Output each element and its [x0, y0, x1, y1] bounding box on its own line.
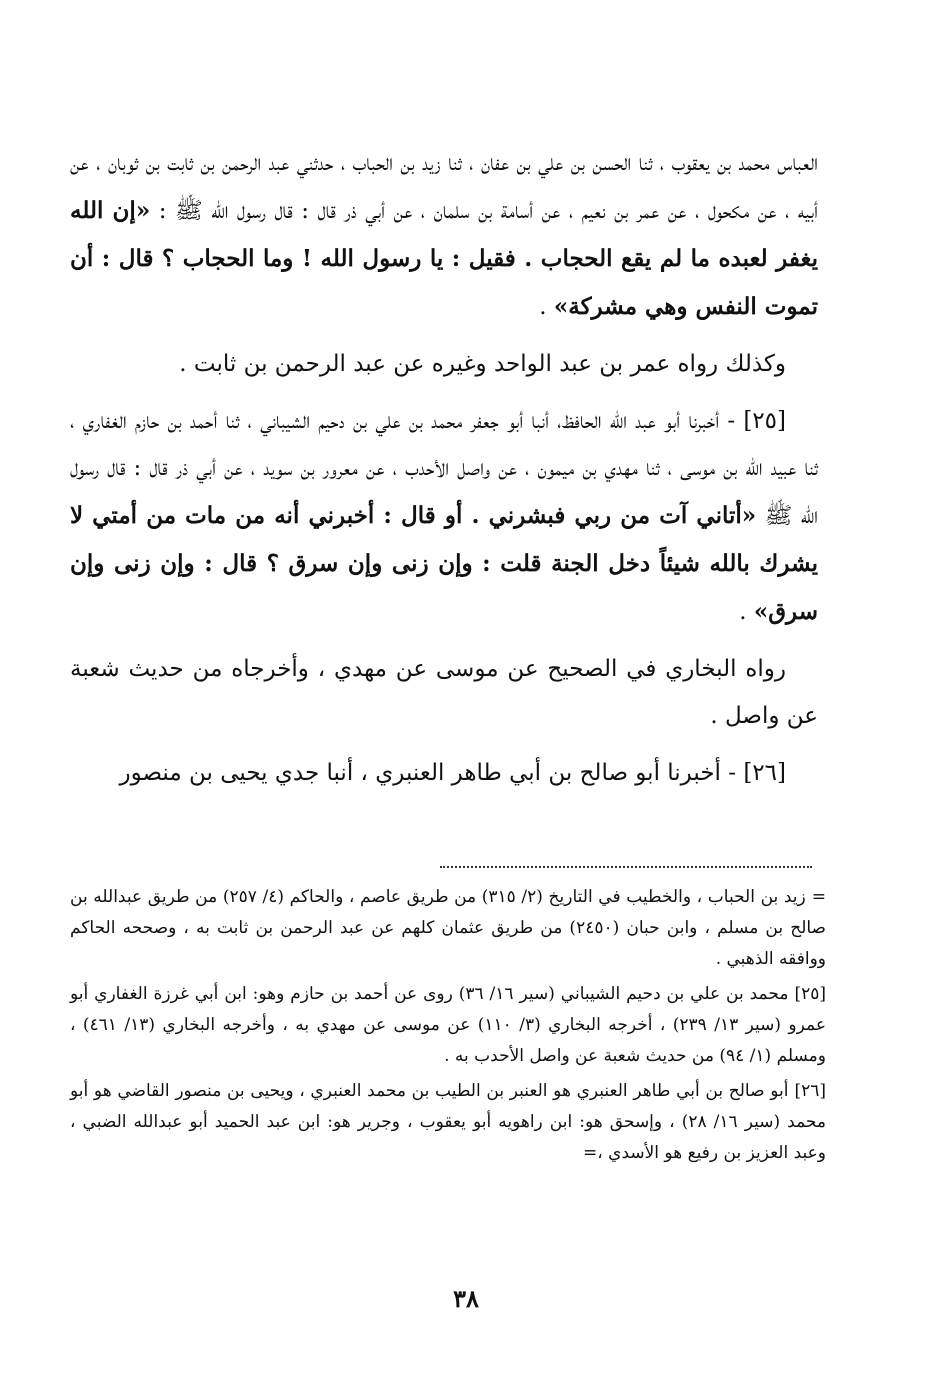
punctuation: . — [739, 599, 754, 625]
punctuation: . — [539, 294, 554, 320]
footnote-number: [٢٦] — [794, 1081, 826, 1101]
footnote-text: محمد بن علي بن دحيم الشيباني (سير ١٦/ ٣٦) روى عن أحمد بن حازم وهو: ابن أبي غرزة الغفاري أبو عمرو (سير ١٣/ ٢٣٩) ، أخرجه البخاري (٣/ ١١٠) عن موسى عن مهدي به ، وأخرجه البخاري (١٣/ ٤٦١) ، ومسلم (١/ ٩٤) من حديث شعبة عن واصل الأحدب به . — [70, 984, 826, 1066]
footnote-divider — [440, 866, 812, 868]
hadith-matn: «أتاني آت من ربي فبشرني . أو قال : أخبرني أنه من مات من أمتي لا يشرك بالله شيئاً دخل الجنة قلت : وإن زنى وإن سرق ؟ قال : وإن زنى وإن سرق» — [70, 502, 818, 625]
main-text — [70, 140, 818, 807]
footnote-26 — [70, 1076, 826, 1169]
isnad-text: [٢٥] - أخبرنا أبو عبد الله الحافظ، أنبا أبو جعفر محمد بن علي بن دحيم الشيباني ، ثنا أحمد بن حازم الغفاري ، ثنا عبيد الله بن موسى ، ثنا مهدي بن ميمون ، عن واصل الأحدب ، عن معرور بن سويد ، عن أبي ذر قال : قال رسول الله ﷺ — [70, 408, 818, 529]
footnote-continuation-mark: = — [811, 887, 826, 907]
footnote-number: [٢٥] — [794, 984, 826, 1004]
isnad-text: العباس محمد بن يعقوب ، ثنا الحسن بن علي بن عفان ، ثنا زيد بن الحباب ، حدثني عبد الرحمن بن ثابت بن ثوبان ، عن أبيه ، عن مكحول ، عن عمر بن نعيم ، عن أسامة بن سلمان ، عن أبي ذر قال : قال رسول الله ﷺ : — [70, 150, 818, 224]
paragraph-narration-note: وكذلك رواه عمر بن عبد الواحد وغيره عن عبد الرحمن بن ثابت . — [179, 351, 786, 377]
page-number: ٣٨ — [453, 1284, 479, 1313]
footnote-25 — [70, 979, 826, 1072]
footnotes — [70, 882, 826, 1173]
footnote-continues-mark: = — [583, 1143, 598, 1163]
footnote-continuation — [70, 882, 826, 975]
footnote-text: زيد بن الحباب ، والخطيب في التاريخ (٢/ ٣١٥) من طريق عاصم ، والحاكم (٤/ ٢٥٧) من طريق عبدالله بن صالح بن مسلم ، وابن حبان (٢٤٥٠) من طريق عثمان كلهم عن عبد الرحمن بن ثابت به ، وصححه الحاكم ووافقه الذهبي . — [70, 887, 826, 969]
footnote-text: أبو صالح بن أبي طاهر العنبري هو العنبر بن الطيب بن محمد العنبري ، ويحيى بن منصور القاضي هو أبو محمد (سير ١٦/ ٢٨) ، وإسحق هو: ابن راهويه أبو يعقوب ، وجرير هو: ابن عبد الحميد أبو عبدالله الضبي ، وعبد العزيز بن رفيع هو الأسدي ، — [70, 1081, 826, 1163]
hadith-matn: «إن الله يغفر لعبده ما لم يقع الحجاب . فقيل : يا رسول الله ! وما الحجاب ؟ قال : أن تموت النفس وهي مشركة» — [70, 197, 818, 320]
paragraph-hadith-abu-dhar-hijab — [70, 140, 818, 331]
paragraph-hadith-26-start: [٢٦] - أخبرنا أبو صالح بن أبي طاهر العنبري ، أنبا جدي يحيى بن منصور — [119, 760, 786, 786]
paragraph-bukhari-note: رواه البخاري في الصحيح عن موسى عن مهدي ، وأخرجاه من حديث شعبة عن واصل . — [70, 656, 818, 729]
paragraph-hadith-25 — [70, 398, 818, 636]
